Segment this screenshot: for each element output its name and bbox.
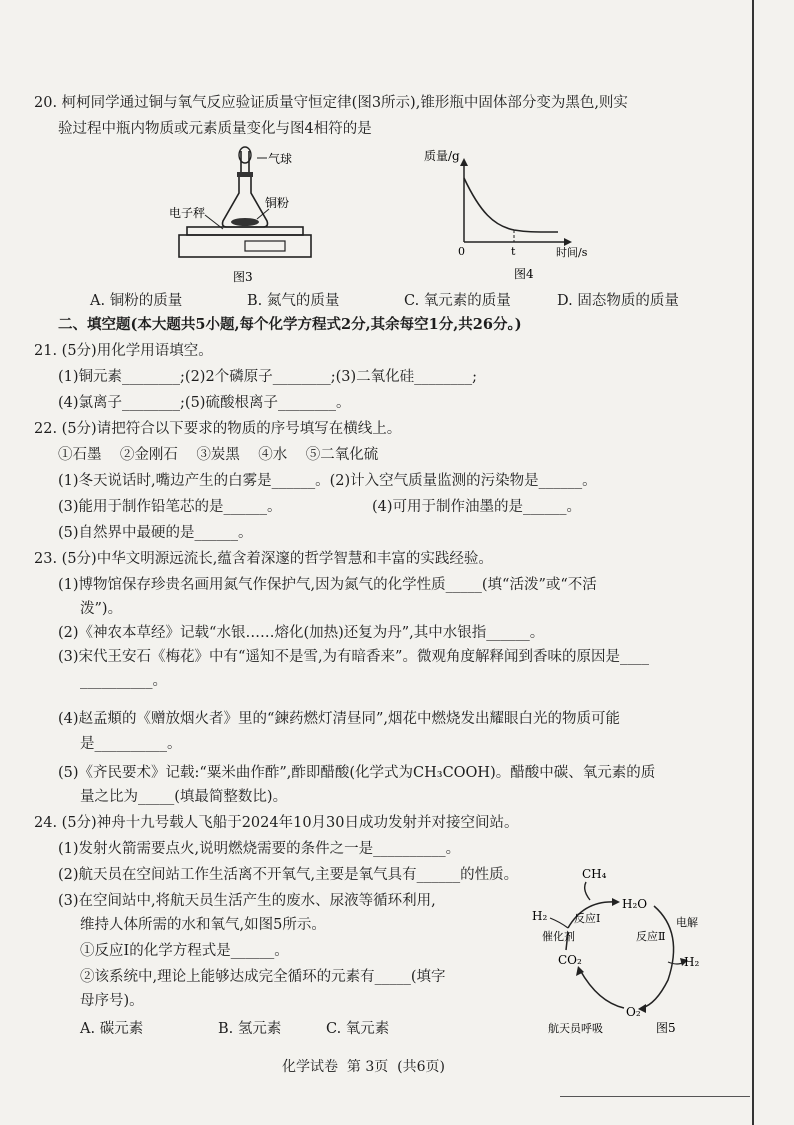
fig4-caption: 图4	[514, 267, 534, 281]
q24-l5: ①反应Ⅰ的化学方程式是______。	[80, 943, 289, 959]
copper-label: 铜粉	[265, 196, 290, 210]
fig4-graph	[418, 142, 608, 290]
arc-electrolysis	[642, 906, 674, 1008]
q24-l1: (1)发射火箭需要点火,说明燃烧需要的条件之一是__________。	[58, 841, 461, 857]
mass-curve	[464, 178, 558, 232]
fig5-catalyst: 催化剂	[542, 930, 575, 943]
q21-title: 21. (5分)用化学用语填空。	[34, 343, 213, 359]
scale-label: 电子秤	[169, 206, 206, 220]
scale-pan	[187, 227, 303, 235]
q24-title: 24. (5分)神舟十九号载人飞船于2024年10月30日成功发射并对接空间站。	[34, 815, 519, 831]
flask-stopper	[237, 172, 253, 177]
q20-line1: 20. 柯柯同学通过铜与氧气反应验证质量守恒定律(图3所示),锥形瓶中固体部分变为黑色,则实	[34, 95, 628, 111]
q23-l8: (5)《齐民要术》记载:“粟米曲作酢”,酢即醋酸(化学式为CH₃COOH)。醋酸中碳、氧元素的质	[58, 765, 656, 781]
q22-items: ①石墨 ②金刚石 ③炭黑 ④水 ⑤二氧化硫	[58, 447, 379, 463]
fig5-electrolysis: 电解	[676, 916, 698, 929]
q23-l1: (1)博物馆保存珍贵名画用氮气作保护气,因为氮气的化学性质_____(填“活泼”或“不活	[58, 577, 597, 593]
fig5-o2: O₂	[626, 1005, 641, 1019]
fig5-co2: CO₂	[558, 953, 582, 967]
fig5-react2: 反应Ⅱ	[636, 930, 666, 943]
fig3-caption: 图3	[233, 270, 253, 284]
q22-title: 22. (5分)请把符合以下要求的物质的序号填写在横线上。	[34, 421, 402, 437]
fig5-h2-left: H₂	[532, 909, 548, 923]
q24-l4: 维持人体所需的水和氧气,如图5所示。	[80, 917, 326, 933]
q23-l2: 泼”)。	[80, 601, 123, 617]
arc-breathing	[580, 970, 624, 1008]
fig4-t: t	[511, 245, 516, 258]
page-edge-rule	[752, 0, 754, 1125]
q23-l7: 是__________。	[80, 736, 182, 752]
page-footer: 化学试卷 第 3页 (共6页)	[282, 1059, 445, 1075]
q23-l9: 量之比为_____(填最简整数比)。	[80, 789, 288, 805]
q24-option-c: C. 氧元素	[326, 1021, 390, 1037]
fig5-react1: 反应Ⅰ	[574, 912, 601, 925]
fig4-ylabel: 质量/g	[424, 149, 460, 163]
fig5-h2o: H₂O	[622, 897, 648, 911]
q24-l6: ②该系统中,理论上能够达成完全循环的元素有_____(填字	[80, 969, 446, 985]
q24-l2: (2)航天员在空间站工作生活离不开氧气,主要是氧气具有______的性质。	[58, 867, 519, 883]
balloon-label: 气球	[268, 152, 293, 166]
q20-option-b: B. 氮气的质量	[247, 293, 340, 309]
fig4-xlabel: 时间/s	[556, 246, 588, 259]
q20-option-d: D. 固态物质的质量	[557, 293, 679, 309]
q24-l3: (3)在空间站中,将航天员生活产生的废水、尿液等循环利用,	[58, 893, 436, 909]
q24-l7: 母序号)。	[80, 993, 144, 1009]
fig5-h2-right: H₂	[684, 955, 700, 969]
scale-display	[245, 241, 285, 251]
q20-line2: 验过程中瓶内物质或元素质量变化与图4相符的是	[58, 121, 372, 137]
q23-l3: (2)《神农本草经》记载“水银……熔化(加热)还复为丹”,其中水银指______。	[58, 625, 545, 641]
q21-line2: (4)氯离子________;(5)硫酸根离子________。	[58, 395, 351, 411]
q23-l6: (4)赵孟頫的《赠放烟火者》里的“鍊药燃灯清昼同”,烟花中燃烧发出耀眼白光的物质可能	[58, 711, 620, 727]
q22-line3: (5)自然界中最硬的是______。	[58, 525, 253, 541]
q24-option-a: A. 碳元素	[80, 1021, 144, 1037]
q22-line2a: (3)能用于制作铅笔芯的是______。	[58, 499, 282, 515]
q24-option-b: B. 氢元素	[218, 1021, 282, 1037]
q23-l5: __________。	[80, 673, 167, 689]
q22-line1: (1)冬天说话时,嘴边产生的白雾是______。(2)计入空气质量监测的污染物是______。	[58, 473, 597, 489]
copper-powder	[231, 218, 259, 226]
q20-option-a: A. 铜粉的质量	[90, 293, 183, 309]
q21-line1: (1)铜元素________;(2)2个磷原子________;(3)二氧化硅________;	[58, 369, 477, 385]
q23-l4: (3)宋代王安石《梅花》中有“遥知不是雪,为有暗香来”。微观角度解释闻到香味的原因是____	[58, 649, 649, 665]
q20-option-c: C. 氧元素的质量	[404, 293, 511, 309]
footer-rule	[560, 1096, 750, 1097]
section2-heading: 二、填空题(本大题共5小题,每个化学方程式2分,其余每空1分,共26分。)	[58, 316, 522, 333]
q23-title: 23. (5分)中华文明源远流长,蕴含着深邃的哲学智慧和丰富的实践经验。	[34, 551, 493, 567]
fig4-origin: 0	[458, 245, 465, 258]
fig5-cycle	[528, 856, 728, 1048]
fig5-breathing: 航天员呼吸	[548, 1022, 603, 1035]
fig5-ch4: CH₄	[582, 867, 607, 881]
fig3-apparatus	[165, 145, 325, 290]
fig5-caption: 图5	[656, 1021, 676, 1035]
ch4-arrow	[585, 882, 590, 900]
q22-line2b: (4)可用于制作油墨的是______。	[372, 499, 582, 515]
